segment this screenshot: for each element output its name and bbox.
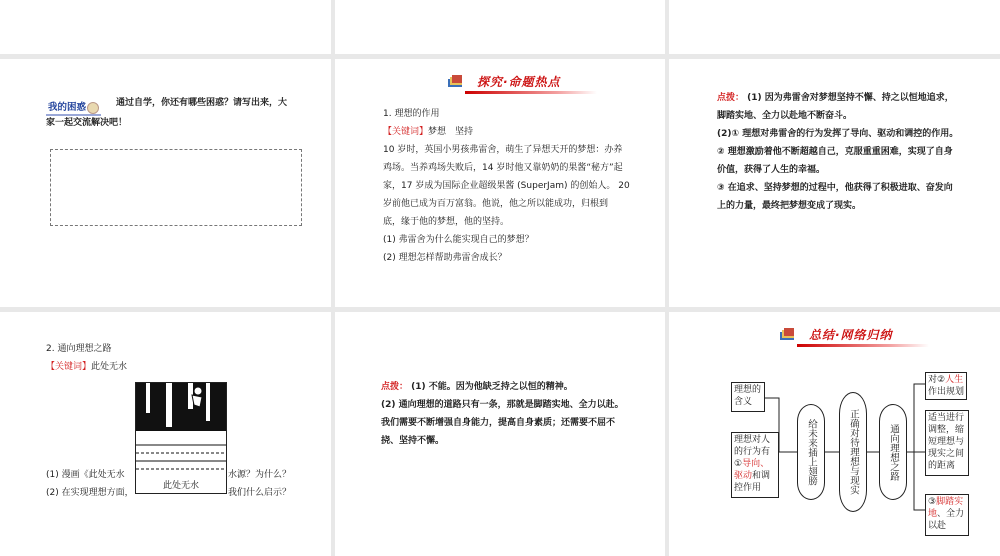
result-box-practice (925, 494, 969, 536)
slide-top-middle (335, 0, 665, 54)
topic-heading: 1. 理想的作用 (383, 109, 440, 119)
concept-box-meaning: 理想的含义 (731, 382, 765, 412)
hint2-line-2: (2) 通向理想的道路只有一条，那就是脚踏实地、全力以赴。 (381, 400, 624, 410)
oval-road-text: 通向理想之路 (888, 423, 899, 481)
slide-hint-2 (335, 312, 665, 556)
story-line-2: 鸡场。当养鸡场失败后，14 岁时他又靠奶奶的果酱“秘方”起 (383, 163, 623, 173)
keyword-value-2: 此处无水 (91, 362, 128, 372)
hint-text-1: (1) 因为弗雷舍对梦想坚持不懈、持之以恒地追求， (747, 93, 954, 103)
hint-line-6: ③ 在追求、坚持梦想的过程中，他获得了积极进取、奋发向 (717, 183, 953, 193)
slide-top-right (669, 0, 1000, 54)
oval-wings (797, 404, 825, 500)
function-text-b: 和调控作用 (734, 471, 771, 493)
oval-wings-text: 给未来插上翅膀 (806, 418, 817, 486)
hint2-text-1: (1) 不能。因为他缺乏持之以恒的精神。 (411, 382, 573, 392)
hint2-line-4: 挠、坚持不懈。 (381, 436, 445, 446)
hint-line-4: ② 理想激励着他不断超越自己，克服重重困难，实现了自身 (717, 147, 953, 157)
oval-road (879, 404, 907, 500)
hint2-label: 点拨： (381, 382, 409, 392)
question-3b: 水源？为什么？ (228, 470, 292, 480)
hint-line-3: (2)① 理想对弗雷舍的行为发挥了导向、驱动和调控的作用。 (717, 129, 959, 139)
slide-explore-topic (335, 59, 665, 307)
question-4a: (2) 在实现理想方面， (46, 488, 134, 498)
hint-line-1 (717, 89, 954, 107)
practice-text: 、全力以赴 (928, 509, 965, 531)
hint-line-7: 上的力量，最终把梦想变成了现实。 (717, 201, 862, 211)
hint-label: 点拨： (717, 93, 745, 103)
banner-underline (465, 91, 597, 94)
slide-top-left (0, 0, 331, 54)
story-line-3: 家，17 岁成为国际企业超级果酱 (SuperJam) 的创始人。 20 (383, 181, 630, 191)
plan-text-a: 对② (928, 375, 946, 385)
topic-heading-2: 2. 通向理想之路 (46, 344, 112, 354)
question-2: (2) 理想怎样帮助弗雷舍成长？ (383, 253, 507, 263)
hint2-line-1 (381, 378, 573, 396)
keyword-label-2: 【关键词】 (46, 362, 92, 372)
question-3a: (1) 漫画《此处无水 (46, 470, 125, 480)
section-banner (447, 71, 597, 97)
keyword-value: 梦想 坚持 (428, 127, 474, 137)
practice-answer: 脚踏实地 (928, 497, 964, 519)
plan-text-b: 作出规划 (928, 387, 965, 397)
function-answer: 导向、驱动 (734, 459, 770, 481)
function-num: ① (734, 459, 743, 469)
question-1: (1) 弗雷舍为什么能实现自己的梦想？ (383, 235, 534, 245)
thinking-face-icon (87, 102, 99, 114)
confusion-text-line1: 通过自学，你还有哪些困惑？请写出来，大 (116, 98, 288, 108)
story-line-1: 10 岁时，英国小男孩弗雷舍，萌生了异想天开的梦想：办养 (383, 145, 623, 155)
slide-my-confusion (0, 59, 331, 307)
question-4b: 我们什么启示？ (228, 488, 292, 498)
oval-reality (839, 392, 867, 512)
summary-banner-title: 总结·网络归纳 (809, 328, 893, 342)
concept-box-function (731, 432, 779, 498)
slide-hint-1 (669, 59, 1000, 307)
slide-road-to-ideal (0, 312, 331, 556)
story-line-4: 岁前他已成为百万富翁。他说，他之所以能成功，归根到 (383, 199, 609, 209)
keyword-label: 【关键词】 (383, 127, 429, 137)
cartoon-caption: 此处无水 (162, 481, 199, 491)
story-line-5: 底，缘于他的梦想，他的坚持。 (383, 217, 510, 227)
banner-title: 探究·命题热点 (477, 75, 561, 89)
keyword-row (383, 123, 473, 141)
slide-summary-map (669, 312, 1000, 556)
function-text-a: 理想对人的行为有 (734, 435, 771, 457)
cartoon-drawing (136, 383, 226, 475)
badge-label: 我的困惑 (48, 102, 87, 113)
confusion-text-line2: 家一起交流解决吧！ (46, 118, 128, 128)
hint2-line-3: 我们需要不断增强自身能力，提高自身素质；还需要不屈不 (381, 418, 616, 428)
practice-num: ③ (928, 497, 937, 507)
book-icon (447, 75, 465, 89)
result-box-plan (925, 372, 967, 400)
hint-line-2: 脚踏实地、全力以赴地不断奋斗。 (717, 111, 853, 121)
hint-line-5: 价值，获得了人生的幸福。 (717, 165, 826, 175)
cartoon-image (135, 382, 227, 494)
keyword-row-2 (46, 358, 127, 376)
result-box-adjust: 适当进行调整，缩短理想与现实之间的距离 (925, 410, 969, 476)
answer-box[interactable] (50, 149, 302, 226)
plan-answer: 人生 (945, 375, 964, 385)
oval-reality-text: 正确对待理想与现实 (848, 409, 859, 495)
